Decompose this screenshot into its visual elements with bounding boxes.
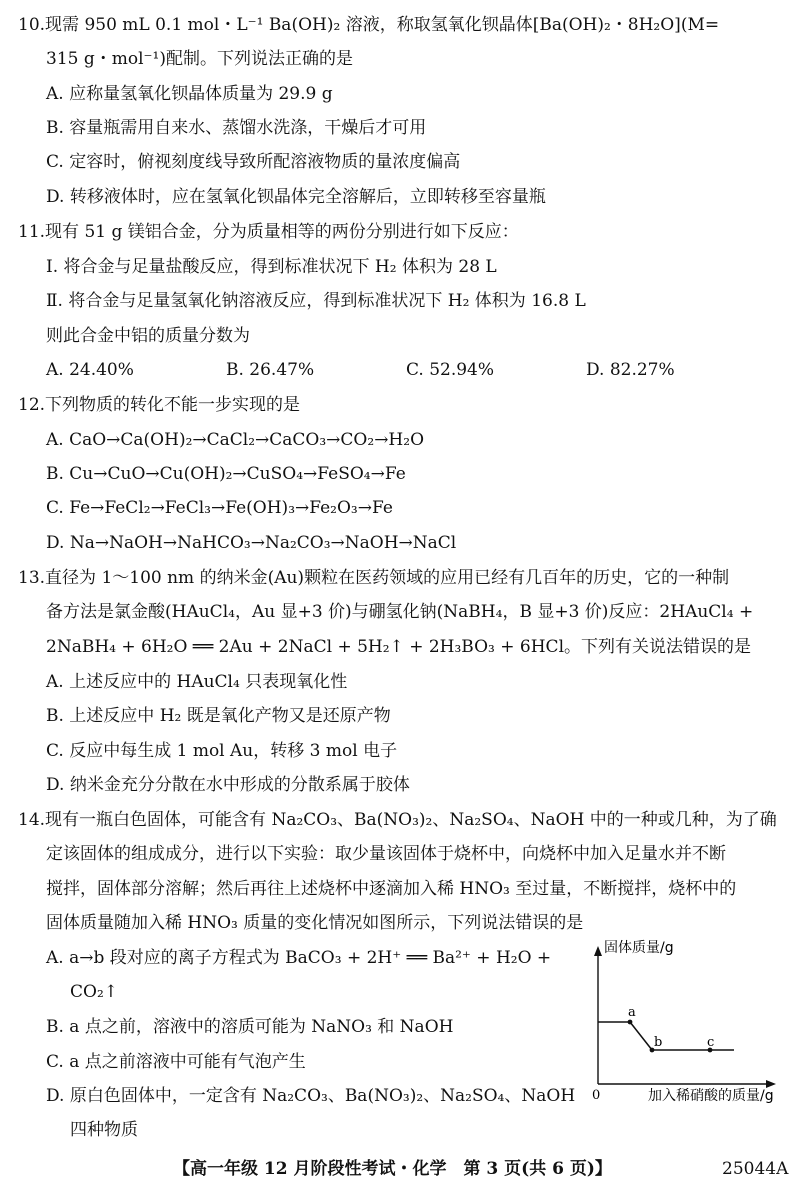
q14-option-c: C. a 点之前溶液中可能有气泡产生 (46, 1052, 306, 1072)
q14-option-d-line1: D. 原白色固体中，一定含有 Na₂CO₃、Ba(NO₃)₂、Na₂SO₄、NaOH (46, 1086, 576, 1106)
q11-option-a: A. 24.40% (46, 360, 134, 380)
graph-xlabel: 加入稀硝酸的质量/g (648, 1088, 774, 1104)
q10-option-d: D. 转移液体时，应在氢氧化钡晶体完全溶解后，立即转移至容量瓶 (46, 187, 546, 207)
q14-option-a-line2: CO₂↑ (70, 982, 119, 1002)
q13-stem-line3: 2NaBH₄ + 6H₂O ══ 2Au + 2NaCl + 5H₂↑ + 2H₃BO₃ + 6HCl。下列有关说法错误的是 (46, 637, 752, 657)
graph-ylabel: 固体质量/g (604, 940, 674, 956)
graph-label-a: a (628, 1005, 636, 1020)
q13-option-a: A. 上述反应中的 HAuCl₄ 只表现氧化性 (46, 672, 348, 692)
graph-x-arrow (766, 1080, 776, 1088)
q13-option-d: D. 纳米金充分分散在水中形成的分散系属于胶体 (46, 775, 410, 795)
q11-option-c: C. 52.94% (406, 360, 495, 380)
q13-stem-line1: 13.直径为 1～100 nm 的纳米金(Au)颗粒在医药领域的应用已经有几百年的历史，它的一种制 (18, 568, 730, 588)
q13-option-b: B. 上述反应中 H₂ 既是氧化产物又是还原产物 (46, 706, 391, 726)
q10-option-b: B. 容量瓶需用自来水、蒸馏水洗涤，干燥后才可用 (46, 118, 427, 138)
q11-option-b: B. 26.47% (226, 360, 315, 380)
q10-stem-line2: 315 g・mol⁻¹)配制。下列说法正确的是 (46, 49, 353, 69)
q10-option-a: A. 应称量氢氧化钡晶体质量为 29.9 g (46, 84, 333, 104)
q11-stem: 11.现有 51 g 镁铝合金，分为质量相等的两份分别进行如下反应： (18, 222, 519, 242)
q10-option-c: C. 定容时，俯视刻度线导致所配溶液物质的量浓度偏高 (46, 152, 461, 172)
q14-stem-line1: 14.现有一瓶白色固体，可能含有 Na₂CO₃、Ba(NO₃)₂、Na₂SO₄、NaOH 中的一种或几种，为了确 (18, 810, 777, 830)
graph-point-a (628, 1020, 633, 1025)
q14-graph (584, 934, 784, 1114)
q12-option-a: A. CaO→Ca(OH)₂→CaCl₂→CaCO₃→CO₂→H₂O (46, 430, 425, 450)
q14-stem-line2: 定该固体的组成成分，进行以下实验：取少量该固体于烧杯中，向烧杯中加入足量水并不断 (46, 844, 726, 864)
q12-option-d: D. Na→NaOH→NaHCO₃→Na₂CO₃→NaOH→NaCl (46, 533, 457, 553)
q11-item-2: Ⅱ. 将合金与足量氢氧化钠溶液反应，得到标准状况下 H₂ 体积为 16.8 L (46, 291, 586, 311)
q12-stem: 12.下列物质的转化不能一步实现的是 (18, 395, 301, 415)
graph-y-arrow (594, 946, 602, 956)
q14-option-a-line1: A. a→b 段对应的离子方程式为 BaCO₃ + 2H⁺ ══ Ba²⁺ + H₂O + (46, 948, 552, 968)
q11-options-row (46, 359, 766, 381)
q14-option-b: B. a 点之前，溶液中的溶质可能为 NaNO₃ 和 NaOH (46, 1017, 454, 1037)
q14-option-d-line2: 四种物质 (70, 1120, 138, 1140)
q11-question: 则此合金中铝的质量分数为 (46, 326, 250, 346)
q10-stem-line1: 10.现需 950 mL 0.1 mol・L⁻¹ Ba(OH)₂ 溶液，称取氢氧化钡晶体[Ba(OH)₂・8H₂O](M= (18, 15, 720, 35)
q14-stem-line4: 固体质量随加入稀 HNO₃ 质量的变化情况如图所示，下列说法错误的是 (46, 913, 584, 933)
q13-stem-line2: 备方法是氯金酸(HAuCl₄，Au 显+3 价)与硼氢化钠(NaBH₄，B 显+3 价)反应：2HAuCl₄ + (46, 602, 754, 622)
footer-title: 【高一年级 12 月阶段性考试・化学 第 3 页(共 6 页)】 (173, 1159, 612, 1179)
q11-item-1: Ⅰ. 将合金与足量盐酸反应，得到标准状况下 H₂ 体积为 28 L (46, 257, 497, 277)
footer-code: 25044A (722, 1159, 789, 1179)
q14-stem-line3: 搅拌，固体部分溶解；然后再往上述烧杯中逐滴加入稀 HNO₃ 至过量，不断搅拌，烧杯中的 (46, 879, 737, 899)
q12-option-c: C. Fe→FeCl₂→FeCl₃→Fe(OH)₃→Fe₂O₃→Fe (46, 498, 393, 518)
graph-origin: 0 (592, 1088, 601, 1103)
graph-label-b: b (654, 1035, 663, 1050)
q12-option-b: B. Cu→CuO→Cu(OH)₂→CuSO₄→FeSO₄→Fe (46, 464, 406, 484)
graph-label-c: c (707, 1035, 715, 1050)
q13-option-c: C. 反应中每生成 1 mol Au，转移 3 mol 电子 (46, 741, 398, 761)
q11-option-d: D. 82.27% (586, 360, 675, 380)
